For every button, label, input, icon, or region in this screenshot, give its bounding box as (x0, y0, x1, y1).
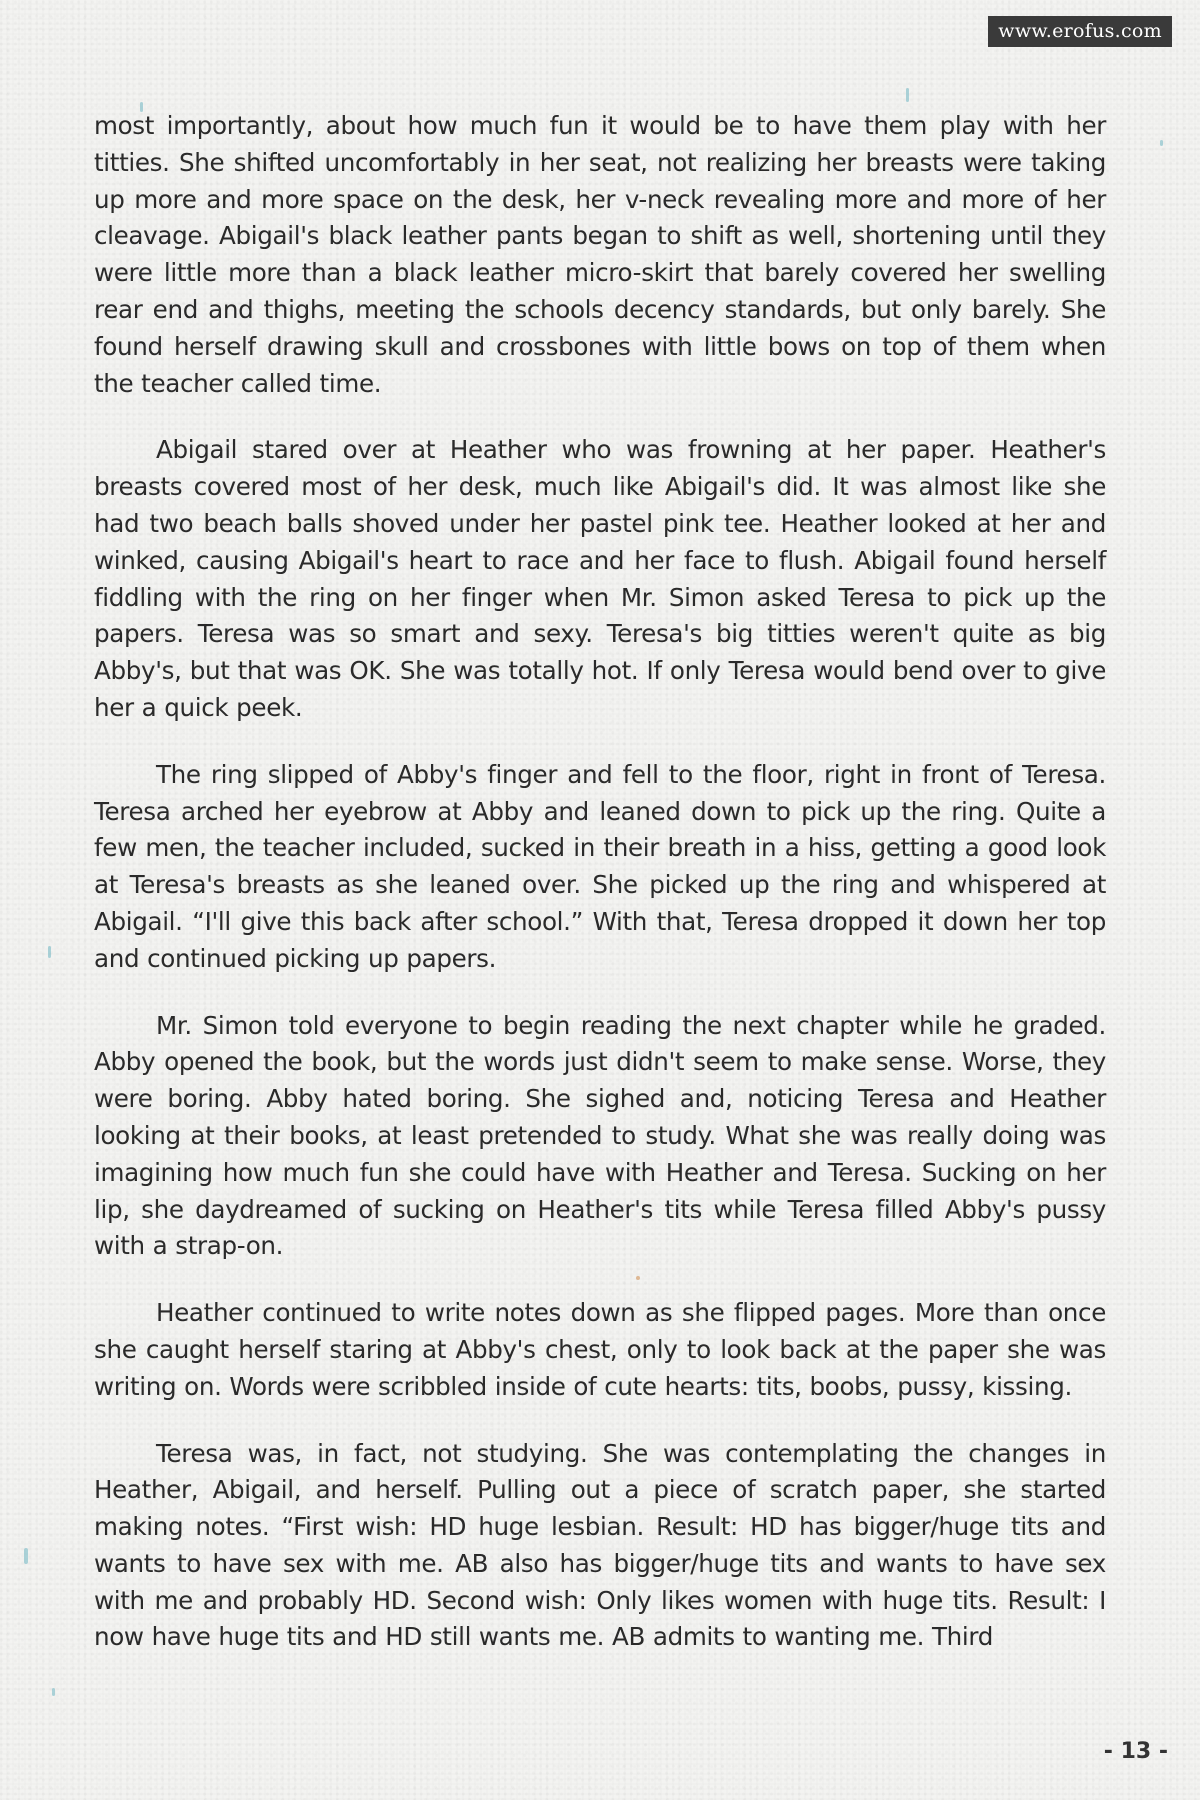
page-number: - 13 - (1103, 1739, 1168, 1764)
paragraph: Abigail stared over at Heather who was frowning at her paper. Heather's breasts covered most of her desk, much like Abigail's did. It was almost like she had two beach balls shoved under her pastel pink tee. Heather looked at her and winked, causing Abigail's heart to race and her face to flush. Abigail found herself fiddling with the ring on her finger when Mr. Simon asked Teresa to pick up the papers. Teresa was so smart and sexy. Teresa's big titties weren't quite as big Abby's, but that was OK. She was totally hot. If only Teresa would bend over to give her a quick peek. (94, 435, 1106, 722)
paper-speck (906, 88, 909, 102)
paragraph: most importantly, about how much fun it would be to have them play with her titties. She shifted uncomfortably in her seat, not realizing her breasts were taking up more and more space on the desk, her v-neck revealing more and more of her cleavage. Abigail's black leather pants began to shift as well, shortening until they were little more than a black leather micro-skirt that barely covered her swelling rear end and thighs, meeting the schools decency standards, but only barely. She found herself drawing skull and crossbones with little bows on top of them when the teacher called time. (94, 111, 1106, 398)
paragraph: Teresa was, in fact, not studying. She was contemplating the changes in Heather, Abigail, and herself. Pulling out a piece of scratch paper, she started making notes. “First wish: HD huge lesbian. Result: HD has bigger/huge tits and wants to have sex with me. AB also has bigger/huge tits and wants to have sex with me and probably HD. Second wish: Only likes women with huge tits. Result: I now have huge tits and HD still wants me. AB admits to wanting me. Third (94, 1438, 1106, 1652)
paper-speck (52, 1688, 55, 1696)
paragraph: The ring slipped of Abby's finger and fell to the floor, right in front of Teresa. Teresa arched her eyebrow at Abby and leaned down to pick up the ring. Quite a few men, the teacher included, sucked in their breath in a hiss, getting a good look at Teresa's breasts as she leaned over. She picked up the ring and whispered at Abigail. “I'll give this back after school.” With that, Teresa dropped it down her top and continued picking up papers. (94, 759, 1106, 973)
paper-speck (48, 946, 51, 958)
watermark-logo: www.erofus.com (988, 16, 1172, 47)
paragraph: Heather continued to write notes down as she flipped pages. More than once she caught herself staring at Abby's chest, only to look back at the paper she was writing on. Words were scribbled inside of cute hearts: tits, boobs, pussy, kissing. (94, 1298, 1106, 1401)
paper-speck (24, 1548, 28, 1564)
body-text (94, 108, 1106, 1686)
paragraph: Mr. Simon told everyone to begin reading the next chapter while he graded. Abby opened the book, but the words just didn't seem to make sense. Worse, they were boring. Abby hated boring. She sighed and, noticing Teresa and Heather looking at their books, at least pretended to study. What she was really doing was imagining how much fun she could have with Heather and Teresa. Sucking on her lip, she daydreamed of sucking on Heather's tits while Teresa filled Abby's pussy with a strap-on. (94, 1010, 1106, 1261)
paper-speck (1160, 140, 1163, 146)
